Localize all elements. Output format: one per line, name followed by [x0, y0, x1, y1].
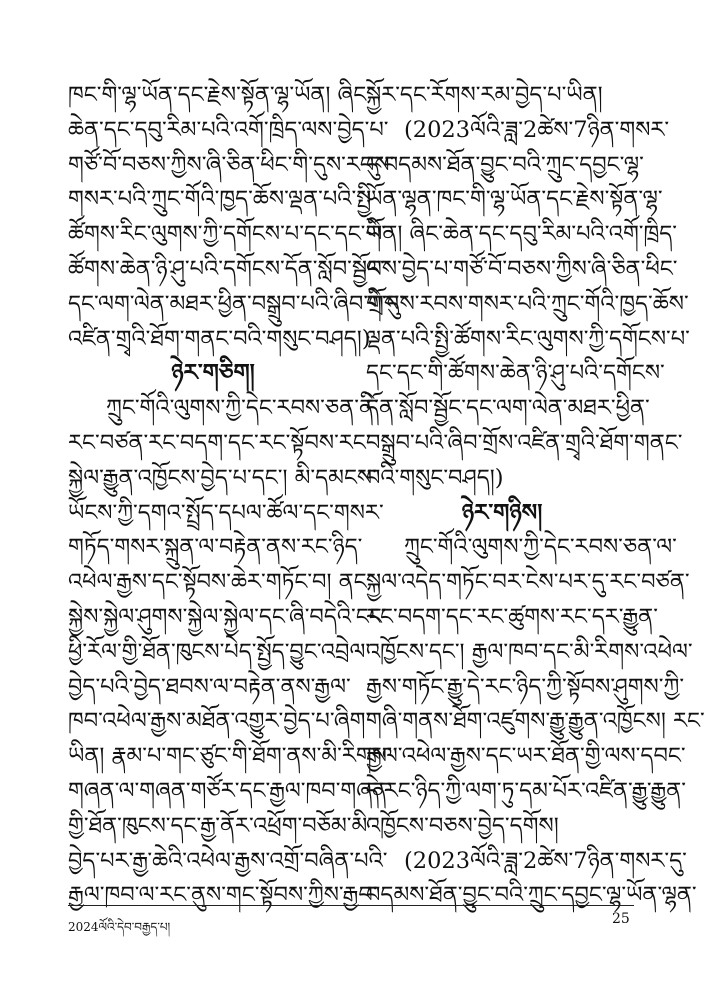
text-line: དང་དང་གི་ཚོགས་ཆེན་ཉི་ཤུ་པའི་དགོངས་	[366, 360, 665, 387]
text-line: རྒྱལ་ཁབ་ལ་རང་ནུས་གང་སྟོབས་ཀྱིས་རྒྱབ་	[68, 882, 378, 909]
text-line: བྱེད་པའི་བྱེད་ཐབས་ལ་བརྟེན་ནས་རྒྱལ་	[68, 673, 351, 700]
page-number: 25	[612, 911, 630, 927]
text-line: རང་བཙན་རང་བདག་དང་རང་སྟོབས་རང་	[68, 429, 371, 456]
text-line: ལྡན་པའི་སྤྱི་ཚོགས་རིང་ལུགས་ཀྱི་དགོངས་པ་	[366, 325, 690, 352]
right-text-column	[366, 78, 705, 913]
journal-issue-label: 2024ལོའི་དེབ་བརྒྱད་པ།	[68, 920, 171, 934]
text-line: ཀྲུང་གོའི་ལུགས་ཀྱི་དེང་རབས་ཅན་ལ་	[404, 534, 677, 561]
text-line: ཚོགས་ཆེན་ཉི་ཤུ་པའི་དགོངས་དོན་སློབ་སྦྱོང་	[68, 255, 385, 282]
text-line: གཞན་ལ་གཞན་གཙོར་དང་རྒྱལ་ཁབ་གཞན་	[68, 777, 392, 804]
text-line: ཆེན་དང་དབུ་རིམ་པའི་འགོ་ཁྲིད་ལས་བྱེད་པ་	[68, 116, 389, 143]
text-line: བའི་གསུང་བཤད།)	[366, 464, 504, 491]
text-line: (2023ལོའི་ཟླ་2ཚེས་7ཉིན་གསར་དུ་	[404, 847, 687, 874]
text-line: ཡོན་ལྷན་ཁང་གི་ལྷ་ཡོན་དང་རྗེས་སྟོན་ལྷ་	[366, 186, 663, 213]
text-line: སྐྱེས་སྐྱེལ་ཤུགས་སྐྱེལ་སྐྱེལ་དང་ཞི་བདེའི་ངང་	[68, 603, 387, 630]
left-text-column	[68, 78, 404, 913]
text-line: དེ་རང་ཉིད་ཀྱི་ལག་ཏུ་དམ་པོར་འཛིན་རྒྱུ་རྒྱུན་	[366, 777, 686, 804]
text-line: འཁྱོངས་བཅས་བྱེད་དགོས།	[366, 812, 559, 839]
text-line: ཡིན། རྣམ་པ་གང་ཙུང་གི་ཐོག་ནས་མི་རིགས་	[68, 743, 392, 770]
text-line: དང་ལག་ལེན་མཐར་ཕྱིན་བསྒྲུབ་པའི་ཞིབ་གྲོས་	[68, 290, 404, 317]
text-line: གཙོ་བོ་བཅས་ཀྱིས་ཞི་ཅིན་ཕིང་གི་དུས་རབས་	[68, 151, 395, 178]
text-line: གཞི་གནས་ཐོག་འཛུགས་རྒྱུ་རྒྱུན་འཁྱོངས། རང་	[366, 708, 705, 735]
text-line: སྐྱལ་འདེད་གཏོང་བར་ངེས་པར་དུ་རང་བཙན་	[366, 569, 690, 596]
text-line: གསར་པའི་ཀྲུང་གོའི་ཁྱད་ཆོས་ལྡན་པའི་སྤྱི་	[68, 186, 377, 213]
text-line: ཚོགས་རིང་ལུགས་ཀྱི་དགོངས་པ་དང་དང་གི་	[68, 221, 386, 248]
text-line: གི་དུས་རབས་གསར་པའི་ཀྲུང་གོའི་ཁྱད་ཆོས་	[366, 290, 689, 317]
section-heading: ཉེར་གཉིས།	[461, 498, 543, 526]
text-line: འཕེལ་རྒྱས་དང་སྟོབས་ཆེར་གཏོང་བ། ནང་	[68, 569, 372, 596]
text-line: འཛིན་གྲྭའི་ཐོག་གནང་བའི་གསུང་བཤད།)	[68, 325, 371, 352]
text-line: ཡོངས་ཀྱི་དགའ་སྤྲོད་དཔལ་ཚོལ་དང་གསར་	[68, 499, 384, 526]
text-line: བྱེད་པར་རྒྱ་ཆེའི་འཕེལ་རྒྱས་འགྲོ་བཞིན་པའི་	[68, 847, 388, 874]
text-line: གཏོད་གསར་སྐྲུན་ལ་བརྟེན་ནས་རང་ཉིད་	[68, 534, 363, 561]
text-line: བདམས་ཐོན་བྱུང་བའི་ཀྲུང་དབྱང་ལྷ་ཡོན་ལྷན་	[366, 882, 697, 909]
text-line: ཡོན། ཞིང་ཆེན་དང་དབུ་རིམ་པའི་འགོ་ཁྲིད་	[366, 221, 678, 248]
footer-rule	[68, 905, 634, 906]
text-line: རང་བདག་དང་རང་ཚུགས་རང་དར་རྒྱུན་	[366, 603, 658, 630]
section-heading: ཉེར་གཅིག།	[171, 359, 255, 387]
text-line: དུ་བདམས་ཐོན་བྱུང་བའི་ཀྲུང་དབྱང་ལྷ་	[366, 151, 644, 178]
text-line: སྐྱོར་དང་རོགས་རམ་བྱེད་པ་ཡིན།	[366, 82, 603, 108]
text-line: ཀྲུང་གོའི་ལུགས་ཀྱི་དེང་རབས་ཅན་ནི་	[106, 395, 379, 422]
text-line: ཕྱི་རོལ་གྱི་ཐོན་ཁུངས་པེད་སྤྱོད་བྱུང་འབྲེལ་	[68, 638, 371, 665]
text-line: རྒྱས་གཏོང་རྒྱུ་དེ་རང་ཉིད་ཀྱི་སྟོབས་ཤུགས་ཀྱི་	[366, 673, 685, 700]
text-line: སྐྱེལ་རྒྱུན་འཁྱོངས་བྱེད་པ་དང་། མི་དམངས་	[68, 464, 377, 491]
text-line: རྒྱལ་འཕེལ་རྒྱས་དང་ཡར་ཐོན་གྱི་ལས་དབང་	[366, 743, 686, 770]
text-line: ཁང་གི་ལྷ་ཡོན་དང་རྗེས་སྟོན་ལྷ་ཡོན། ཞིང་	[68, 82, 372, 108]
text-line: དོན་སློབ་སྦྱོང་དང་ལག་ལེན་མཐར་ཕྱིན་	[366, 395, 650, 422]
text-line: བསྒྲུབ་པའི་ཞིབ་གྲོས་འཛིན་གྲྭའི་ཐོག་གནང་	[366, 429, 683, 456]
text-line: གྱི་ཐོན་ཁུངས་དང་རྒྱ་ནོར་འཕྲོག་བཅོམ་མི་	[68, 812, 373, 839]
text-line: ལས་བྱེད་པ་གཙོ་བོ་བཅས་ཀྱིས་ཞི་ཅིན་ཕིང་	[366, 255, 678, 282]
text-line: འཁྱོངས་དང་། རྒྱལ་ཁབ་དང་མི་རིགས་འཕེལ་	[366, 638, 693, 665]
text-line: ཁབ་འཕེལ་རྒྱས་མཐོན་འགྱུར་བྱེད་པ་ཞིག་	[68, 708, 371, 735]
text-line: (2023ལོའི་ཟླ་2ཚེས་7ཉིན་གསར་	[404, 116, 670, 143]
